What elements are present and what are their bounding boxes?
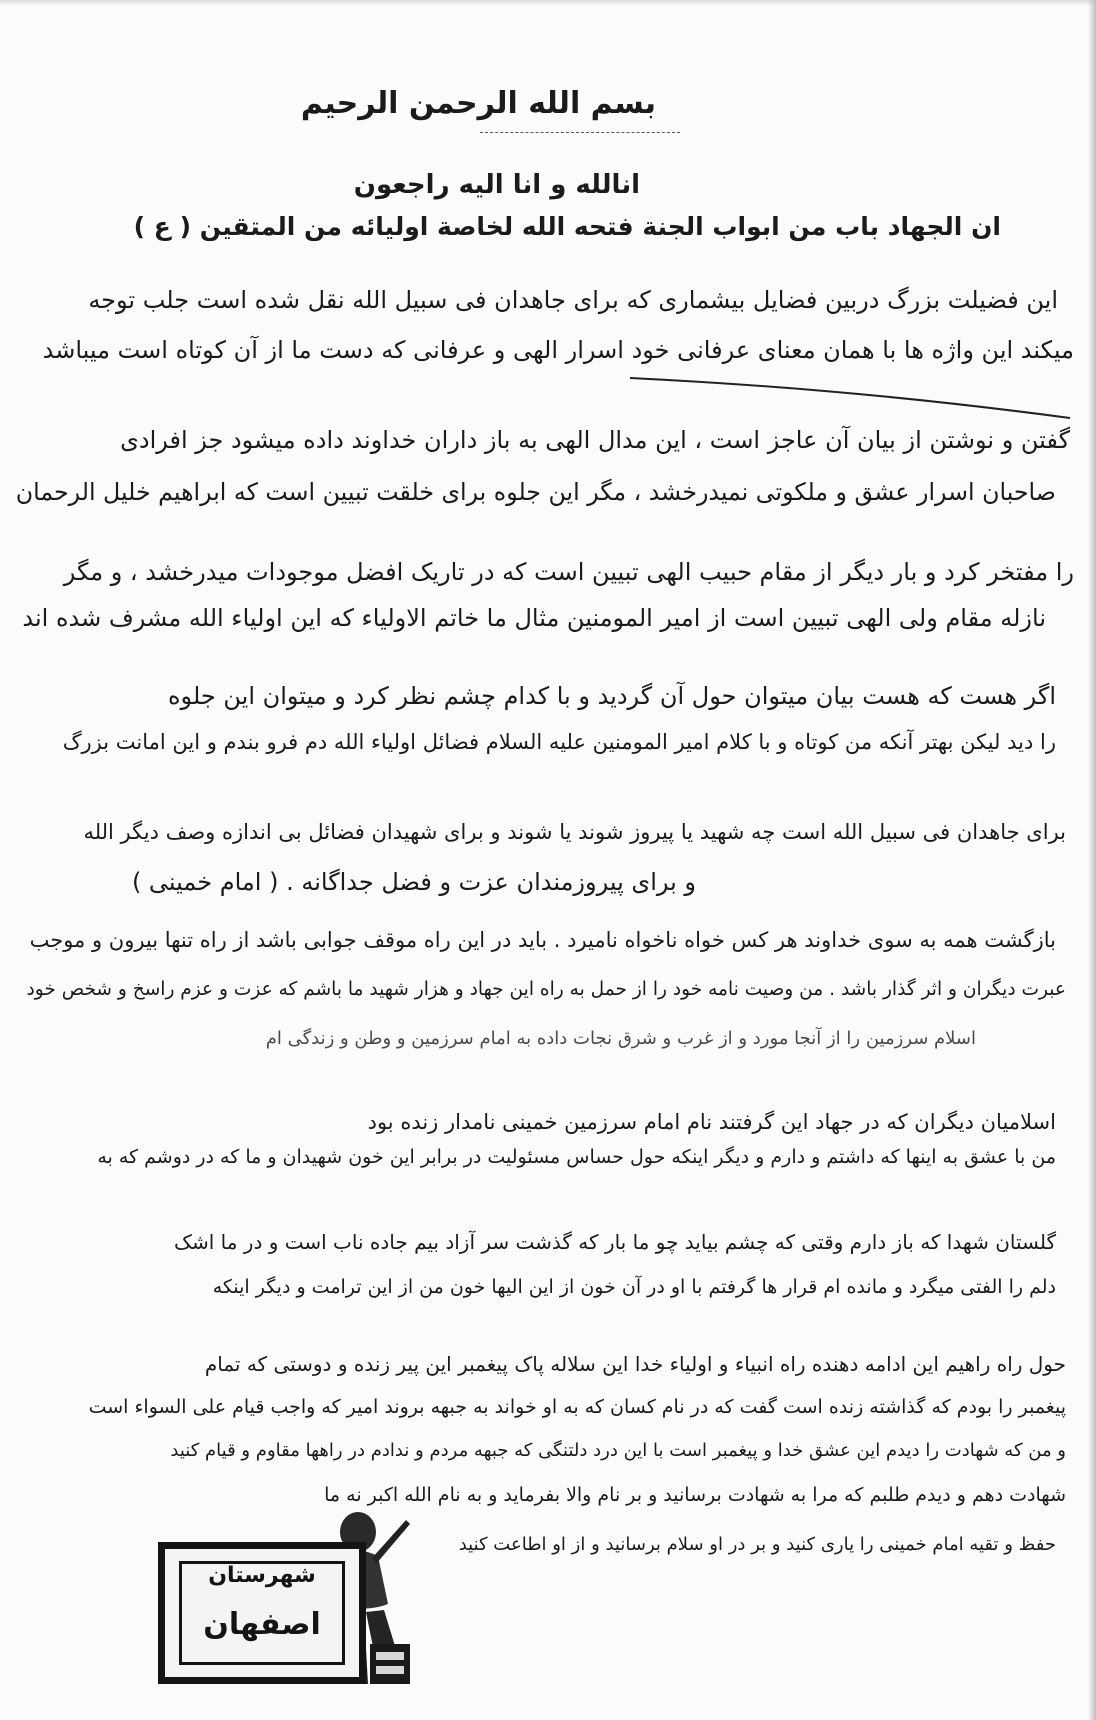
paragraph-2-line-1: گفتن و نوشتن از بیان آن عاجز است ، این مدال الهی به باز داران خداوند داده میشود جز افرادی xyxy=(120,426,1070,454)
paragraph-3-line-1: را مفتخر کرد و بار دیگر از مقام حبیب الهی تبیین است که در تاریک افضل موجودات میدرخشد ، و مگر xyxy=(63,558,1074,586)
basmala-heading: بسم الله الرحمن الرحیم xyxy=(300,86,656,121)
paragraph-9-line-2: پیغمبر را بودم که گذاشته زنده است گفت که در نام کسان که به او خواند به جبهه بروند امیر که واجب قیام علی السواء است xyxy=(88,1396,1066,1418)
paragraph-3-line-2: نازله مقام ولی الهی تبیین است از امیر المومنین مثال ما خاتم الاولیاء که این اولیاء الله مشرف شده اند xyxy=(22,604,1046,632)
paragraph-4-line-2: را دید لیکن بهتر آنکه من کوتاه و با کلام امیر المومنین علیه السلام فضائل اولیاء الله دم فرو بندم و این امانت بزرگ xyxy=(62,730,1056,754)
paragraph-6-line-2: عبرت دیگران و اثر گذار باشد . من وصیت نامه خود را از حمل به راه این جهاد و هزار شهید ما باشم که عزت و عزم راسخ و شخص خود xyxy=(26,978,1066,1000)
paragraph-4-line-1: اگر هست که هست بیان میتوان حول آن گردید و با کدام چشم نظر کرد و میتوان این جلوه xyxy=(167,682,1056,710)
paragraph-9-line-4: شهادت دهم و دیدم طلبم که مرا به شهادت برسانید و بر نام والا بفرماید و به نام الله اکبر نه ما xyxy=(324,1484,1066,1506)
verse-line-1: انالله و انا الیه راجعون xyxy=(353,170,640,200)
paragraph-10-line-1: حفظ و تقیه امام خمینی را یاری کنید و بر در او سلام برسانید و از او اطاعت کنید xyxy=(458,1534,1056,1555)
paragraph-7-line-2: من با عشق به اینها که داشتم و دارم و دیگر اینکه حول حساس مسئولیت در برابر این خون شهیدان و ما که در دوشم که به xyxy=(97,1146,1056,1168)
paragraph-8-line-2: دلم را الفتی میگرد و مانده ام قرار ها گرفتم با او در آن خون از این الیها خون من از این ترامت و دیگر اینکه xyxy=(212,1276,1056,1298)
stamp-line-1: شهرستان xyxy=(208,1563,316,1588)
paragraph-8-line-1: گلستان شهدا که باز دارم وقتی که چشم بیاید چو ما بار که گذشت سر آزاد بیم جاده ناب است و در ما اشک xyxy=(174,1230,1056,1254)
scan-edge-right xyxy=(1088,0,1096,1720)
paragraph-5-line-1: برای جاهدان فی سبیل الله است چه شهید یا پیروز شوند یا شوند و برای شهیدان فضائل بی اندازه وصف دیگر الله xyxy=(83,820,1066,844)
paragraph-1-line-2: میکند این واژه ها با همان معنای عرفانی خود اسرار الهی و عرفانی که دست ما از آن کوتاه است میباشد xyxy=(42,336,1074,364)
separator-stroke xyxy=(630,366,1070,426)
scan-edge-top xyxy=(0,0,1096,6)
paragraph-6-line-3: اسلام سرزمین را از آنجا مورد و از غرب و شرق نجات داده به امام سرزمین و وطن و زندگی ام xyxy=(265,1028,976,1049)
paragraph-2-line-2: صاحبان اسرار عشق و ملکوتی نمیدرخشد ، مگر این جلوه برای خلقت تبیین است که ابراهیم خلیل الرحمان xyxy=(15,478,1056,506)
paragraph-1-line-1: این فضیلت بزرگ دربین فضایل بیشماری که برای جاهدان فی سبیل الله نقل شده است جلب توجه xyxy=(88,286,1058,314)
stamp-line-2: اصفهان xyxy=(203,1607,321,1642)
paragraph-7-line-1: اسلامیان دیگران که در جهاد این گرفتند نام امام سرزمین خمینی نامدار زنده بود xyxy=(367,1110,1056,1134)
verse-line-2: ان الجهاد باب من ابواب الجنة فتحه الله لخاصة اولیائه من المتقین ( ع ) xyxy=(133,212,1001,241)
city-stamp xyxy=(158,1542,366,1684)
paragraph-5-line-2: و برای پیروزمندان عزت و فضل جداگانه . ( امام خمینی ) xyxy=(131,868,696,896)
paragraph-9-line-1: حول راه راهیم این ادامه دهنده راه انبیاء و اولیاء خدا این سلاله پاک پیغمبر این پیر زنده و دوستی که تمام xyxy=(204,1352,1066,1376)
paragraph-6-line-1: بازگشت همه به سوی خداوند هر کس خواه ناخواه نامیرد . باید در این راه موقف جوابی باشد از راه تنها بیرون و موجب xyxy=(29,928,1056,952)
paragraph-9-line-3: و من که شهادت را دیدم این عشق خدا و پیغمبر است با این درد دلتنگی که جبهه مردم و ندادم در راهها مقاوم و قیام کنید xyxy=(170,1440,1066,1461)
basmala-underline xyxy=(480,132,680,133)
